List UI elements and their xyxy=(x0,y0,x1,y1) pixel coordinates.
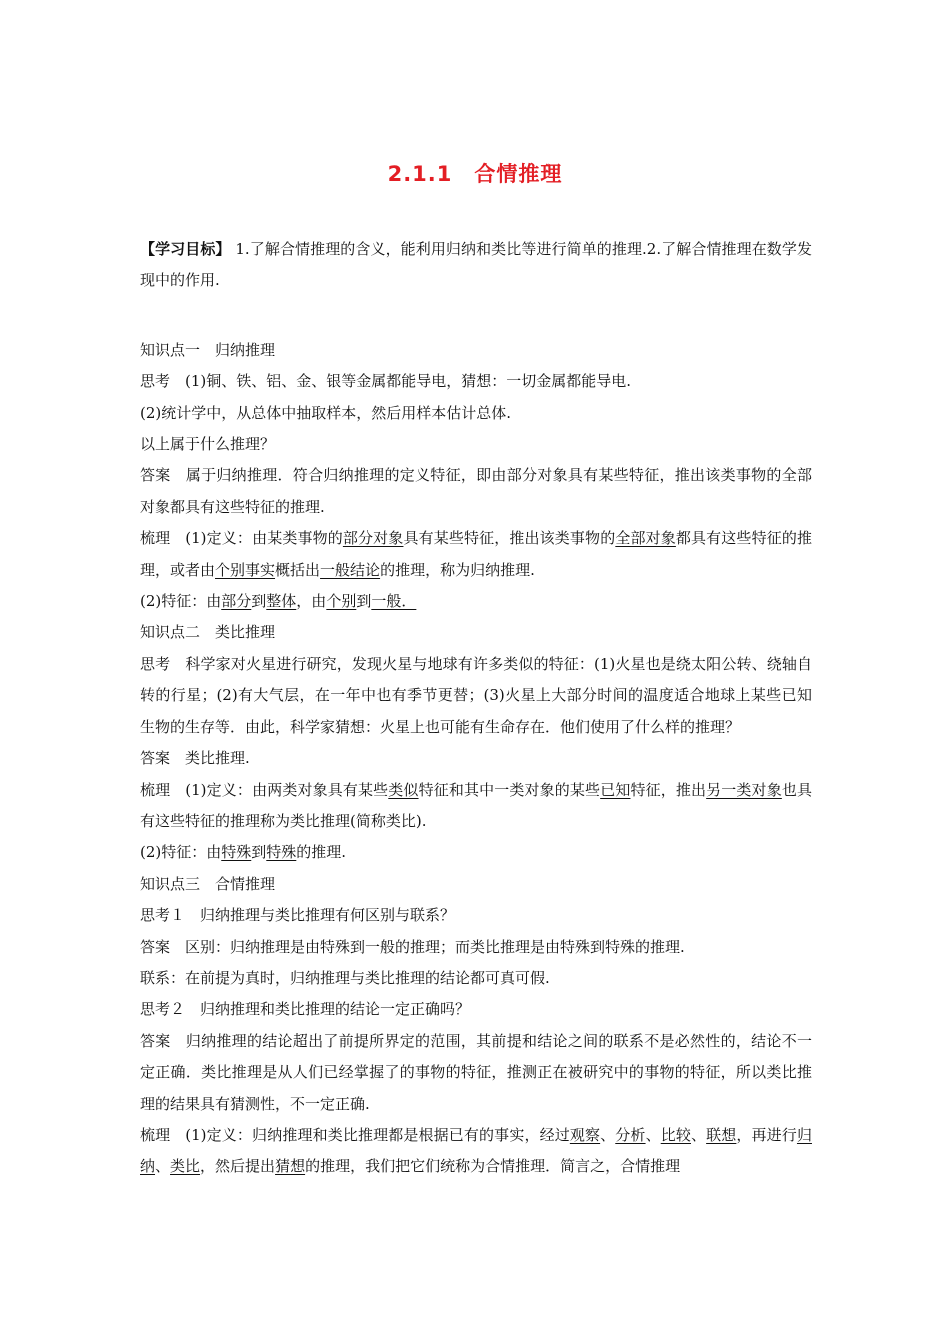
text-run: (2)特征：由 xyxy=(140,843,222,862)
key-term: 联想 xyxy=(706,1125,737,1144)
objectives-text: 1.了解合情推理的含义，能利用归纳和类比等进行简单的推理.2.了解合情推理在数学发现中的作用. xyxy=(140,240,812,290)
answer-text: 区别：归纳推理是由特殊到一般的推理；而类比推理是由特殊到特殊的推理. xyxy=(185,937,685,956)
text-run: 都具有这些特征的推理，或者由 xyxy=(140,529,812,579)
think-text: (1)铜、铁、铝、金、银等金属都能导电，猜想：一切金属都能导电. xyxy=(185,372,632,391)
section-heading: 知识点二 类比推理 xyxy=(140,623,276,642)
answer-text: 联系：在前提为真时，归纳推理与类比推理的结论都可真可假. xyxy=(140,968,550,987)
key-term: 猜想 xyxy=(275,1157,306,1176)
text-run: 、 xyxy=(600,1125,616,1144)
text-run: 到 xyxy=(251,843,267,862)
summary-label: 梳理 xyxy=(140,529,171,548)
think-label: 思考２ xyxy=(140,1000,186,1019)
text-run: (2)特征：由 xyxy=(140,592,222,611)
summary-feature xyxy=(140,586,812,617)
key-term: 个别事实 xyxy=(215,560,276,579)
key-term: 另一类对象 xyxy=(706,780,782,799)
answer-item xyxy=(140,1026,812,1120)
document-body xyxy=(140,234,812,1183)
key-term: 特殊 xyxy=(221,843,252,862)
key-term: 特殊 xyxy=(266,843,297,862)
section-heading: 知识点三 合情推理 xyxy=(140,874,276,893)
key-term: 类比 xyxy=(170,1157,201,1176)
answer-text: 属于归纳推理．符合归纳推理的定义特征，即由部分对象具有某些特征，推出该类事物的全部对象都具有这些特征的推理. xyxy=(140,466,812,516)
key-term: 整体 xyxy=(266,592,297,611)
think-label: 思考１ xyxy=(140,906,186,925)
text-run: 特征，推出 xyxy=(630,780,707,799)
think-item xyxy=(140,900,812,931)
answer-text: 类比推理. xyxy=(185,749,250,768)
text-run: 到 xyxy=(251,592,267,611)
key-term: 观察 xyxy=(569,1125,601,1144)
think-text: 以上属于什么推理？ xyxy=(140,435,276,454)
text-run: 的推理，我们把它们统称为合情推理．简言之，合情推理 xyxy=(305,1157,681,1176)
text-run: ，由 xyxy=(296,592,327,611)
answer-label: 答案 xyxy=(140,1031,171,1050)
key-term: 一般． xyxy=(371,592,417,611)
text-run: 、 xyxy=(690,1125,707,1144)
key-term: 个别 xyxy=(326,592,357,611)
text-run: 到 xyxy=(356,592,372,611)
key-term: 分析 xyxy=(615,1125,646,1144)
answer-item xyxy=(140,932,812,963)
text-run: 、 xyxy=(645,1125,661,1144)
text-run: (1)定义：由某类事物的 xyxy=(185,529,343,548)
key-term: 部分对象 xyxy=(342,529,404,548)
page-title: 2.1.1 合情推理 xyxy=(387,162,563,186)
think-label: 思考 xyxy=(140,372,171,391)
think-item xyxy=(140,994,812,1025)
text-run: 特征和其中一类对象的某些 xyxy=(418,780,601,799)
summary-feature xyxy=(140,837,812,868)
answer-item xyxy=(140,743,812,774)
think-item xyxy=(140,649,812,743)
summary-definition xyxy=(140,523,812,586)
text-run: 具有某些特征，推出该类事物的 xyxy=(403,529,616,548)
text-run: (1)定义：归纳推理和类比推理都是根据已有的事实，经过 xyxy=(185,1125,570,1144)
text-run: ，再进行 xyxy=(736,1125,797,1144)
text-run: 概括出 xyxy=(275,560,321,579)
text-run: (1)定义：由两类对象具有某些 xyxy=(185,780,389,799)
answer-label: 答案 xyxy=(140,749,171,768)
think-label: 思考 xyxy=(140,654,171,673)
key-term: 一般结论 xyxy=(320,560,381,579)
summary-label: 梳理 xyxy=(140,780,171,799)
summary-definition xyxy=(140,1120,812,1183)
think-text: 科学家对火星进行研究，发现火星与地球有许多类似的特征：(1)火星也是绕太阳公转、绕轴自转的行星；(2)有大气层，在一年中也有季节更替；(3)火星上大部分时间的温度适合地球上某些已知生物的生存等．由此，科学家猜想：火星上也可能有生命存在．他们使用了什么样的推理？ xyxy=(140,654,812,736)
think-text: 归纳推理和类比推理的结论一定正确吗？ xyxy=(200,1000,471,1019)
key-term: 归纳 xyxy=(140,1125,812,1176)
answer-label: 答案 xyxy=(140,466,171,485)
answer-text: 归纳推理的结论超出了前提所界定的范围，其前提和结论之间的联系不是必然性的，结论不一定正确．类比推理是从人们已经掌握了的事物的特征，推测正在被研究中的事物的特征，所以类比推理的结果具有猜测性，不一定正确. xyxy=(140,1031,812,1113)
summary-label: 梳理 xyxy=(140,1125,171,1144)
key-term: 比较 xyxy=(660,1125,691,1144)
think-text: (2)统计学中，从总体中抽取样本，然后用样本估计总体. xyxy=(140,403,512,422)
key-term: 全部对象 xyxy=(615,529,676,548)
section-heading: 知识点一 归纳推理 xyxy=(140,340,276,359)
text-run: 的推理，称为归纳推理. xyxy=(380,560,535,579)
answer-item xyxy=(140,460,812,523)
learning-objectives xyxy=(140,234,812,297)
text-run: 的推理. xyxy=(296,843,347,862)
text-run: 、 xyxy=(155,1157,171,1176)
key-term: 已知 xyxy=(600,780,631,799)
text-run: ，然后提出 xyxy=(200,1157,276,1176)
answer-label: 答案 xyxy=(140,937,171,956)
think-item xyxy=(140,366,812,397)
key-term: 部分 xyxy=(221,592,252,611)
objectives-label: 【学习目标】 xyxy=(140,240,231,258)
text-run: 也具有这些特征的推理称为类比推理(简称类比). xyxy=(140,780,812,830)
think-text: 归纳推理与类比推理有何区别与联系？ xyxy=(200,906,456,925)
key-term: 类似 xyxy=(388,780,419,799)
summary-definition xyxy=(140,775,812,838)
